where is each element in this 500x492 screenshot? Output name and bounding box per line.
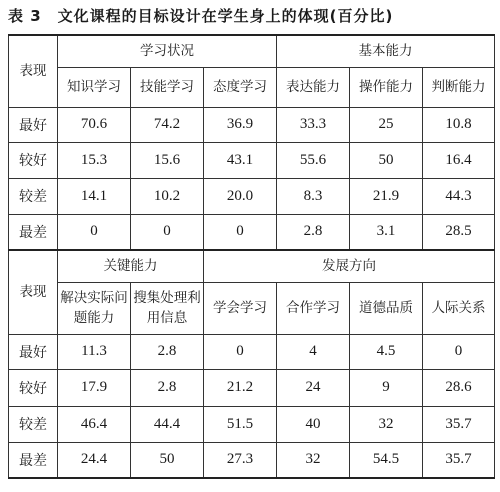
row-label: 较差 bbox=[9, 178, 58, 214]
row-label: 较好 bbox=[9, 369, 58, 406]
column-header: 道德品质 bbox=[350, 282, 423, 334]
cell-value: 0 bbox=[204, 334, 277, 369]
cell-value: 32 bbox=[277, 442, 350, 478]
cell-value: 46.4 bbox=[58, 406, 131, 442]
cell-value: 15.6 bbox=[131, 142, 204, 178]
cell-value: 11.3 bbox=[58, 334, 131, 369]
cell-value: 36.9 bbox=[204, 107, 277, 142]
cell-value: 10.8 bbox=[423, 107, 495, 142]
column-header: 合作学习 bbox=[277, 282, 350, 334]
row-label: 较好 bbox=[9, 142, 58, 178]
cell-value: 0 bbox=[204, 214, 277, 250]
cell-value: 27.3 bbox=[204, 442, 277, 478]
column-header: 学会学习 bbox=[204, 282, 277, 334]
cell-value: 16.4 bbox=[423, 142, 495, 178]
cell-value: 50 bbox=[131, 442, 204, 478]
cell-value: 4.5 bbox=[350, 334, 423, 369]
column-header: 人际关系 bbox=[423, 282, 495, 334]
table-caption: 表 3 文化课程的目标设计在学生身上的体现(百分比) bbox=[8, 7, 394, 25]
group-header-learning-status: 学习状况 bbox=[58, 35, 277, 67]
table-row bbox=[9, 142, 495, 178]
row-label: 最差 bbox=[9, 442, 58, 478]
cell-value: 35.7 bbox=[423, 442, 495, 478]
cell-value: 8.3 bbox=[277, 178, 350, 214]
cell-value: 2.8 bbox=[277, 214, 350, 250]
column-header: 技能学习 bbox=[131, 67, 204, 107]
table-row bbox=[9, 334, 495, 369]
cell-value: 28.6 bbox=[423, 369, 495, 406]
section1-group-header-row bbox=[9, 35, 495, 67]
cell-value: 15.3 bbox=[58, 142, 131, 178]
cell-value: 9 bbox=[350, 369, 423, 406]
cell-value: 24.4 bbox=[58, 442, 131, 478]
cell-value: 14.1 bbox=[58, 178, 131, 214]
cell-value: 40 bbox=[277, 406, 350, 442]
cell-value: 43.1 bbox=[204, 142, 277, 178]
cell-value: 2.8 bbox=[131, 334, 204, 369]
cell-value: 32 bbox=[350, 406, 423, 442]
row-header-label: 表现 bbox=[9, 35, 58, 107]
group-header-development-direction: 发展方向 bbox=[204, 250, 495, 282]
cell-value: 0 bbox=[131, 214, 204, 250]
cell-value: 44.3 bbox=[423, 178, 495, 214]
cell-value: 3.1 bbox=[350, 214, 423, 250]
cell-value: 28.5 bbox=[423, 214, 495, 250]
column-header: 知识学习 bbox=[58, 67, 131, 107]
section2-column-header-row bbox=[9, 282, 495, 334]
section1-column-header-row bbox=[9, 67, 495, 107]
table-row bbox=[9, 214, 495, 250]
cell-value: 2.8 bbox=[131, 369, 204, 406]
cell-value: 25 bbox=[350, 107, 423, 142]
column-header: 表达能力 bbox=[277, 67, 350, 107]
column-header: 态度学习 bbox=[204, 67, 277, 107]
row-label: 最好 bbox=[9, 107, 58, 142]
table-row bbox=[9, 442, 495, 478]
section2-group-header-row bbox=[9, 250, 495, 282]
cell-value: 21.2 bbox=[204, 369, 277, 406]
cell-value: 55.6 bbox=[277, 142, 350, 178]
cell-value: 54.5 bbox=[350, 442, 423, 478]
cell-value: 51.5 bbox=[204, 406, 277, 442]
cell-value: 10.2 bbox=[131, 178, 204, 214]
table-row bbox=[9, 406, 495, 442]
row-label: 最差 bbox=[9, 214, 58, 250]
cell-value: 20.0 bbox=[204, 178, 277, 214]
cell-value: 33.3 bbox=[277, 107, 350, 142]
column-header: 判断能力 bbox=[423, 67, 495, 107]
group-header-basic-ability: 基本能力 bbox=[277, 35, 495, 67]
table-row bbox=[9, 369, 495, 406]
row-header-label: 表现 bbox=[9, 250, 58, 334]
column-header: 解决实际问题能力 bbox=[58, 282, 131, 334]
column-header: 操作能力 bbox=[350, 67, 423, 107]
column-header: 搜集处理利用信息 bbox=[131, 282, 204, 334]
cell-value: 24 bbox=[277, 369, 350, 406]
group-header-key-ability: 关键能力 bbox=[58, 250, 204, 282]
cell-value: 21.9 bbox=[350, 178, 423, 214]
row-label: 较差 bbox=[9, 406, 58, 442]
cell-value: 0 bbox=[58, 214, 131, 250]
cell-value: 44.4 bbox=[131, 406, 204, 442]
data-table bbox=[8, 34, 495, 479]
cell-value: 17.9 bbox=[58, 369, 131, 406]
cell-value: 74.2 bbox=[131, 107, 204, 142]
cell-value: 70.6 bbox=[58, 107, 131, 142]
row-label: 最好 bbox=[9, 334, 58, 369]
table-row bbox=[9, 107, 495, 142]
cell-value: 0 bbox=[423, 334, 495, 369]
cell-value: 50 bbox=[350, 142, 423, 178]
cell-value: 35.7 bbox=[423, 406, 495, 442]
table-row bbox=[9, 178, 495, 214]
cell-value: 4 bbox=[277, 334, 350, 369]
